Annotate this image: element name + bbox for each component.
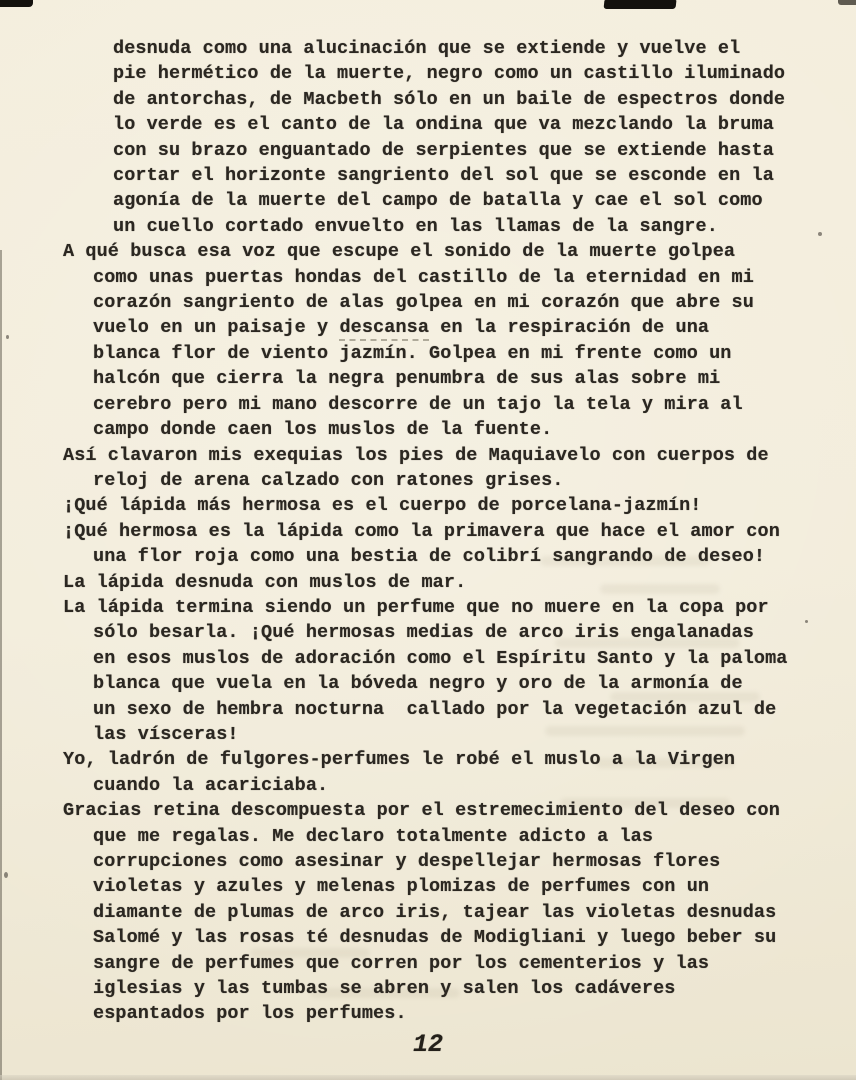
- text-line: de antorchas, de Macbeth sólo en un baile de espectros donde: [113, 88, 786, 110]
- text-line: un sexo de hembra nocturna callado por la vegetación azul de: [93, 698, 777, 720]
- text-line: campo donde caen los muslos de la fuente.: [93, 419, 553, 441]
- text-line: A qué busca esa voz que escupe el sonido de la muerte golpea: [63, 241, 736, 263]
- text-line: una flor roja como una bestia de colibrí sangrando de deseo!: [93, 546, 766, 568]
- text-line: cerebro pero mi mano descorre de un tajo la tela y mira al: [93, 393, 743, 415]
- text-body: [0, 36, 856, 1027]
- text-line: iglesias y las tumbas se abren y salen los cadáveres: [93, 978, 676, 1000]
- text-line: ¡Qué hermosa es la lápida como la primavera que hace el amor con: [63, 520, 780, 542]
- text-line: Salomé y las rosas té desnudas de Modigliani y luego beber su: [93, 927, 777, 949]
- text-line: cortar el horizonte sangriento del sol que se esconde en la: [113, 165, 774, 187]
- text-line: lo verde es el canto de la ondina que va mezclando la bruma: [113, 114, 774, 136]
- text-line: diamante de plumas de arco iris, tajear las violetas desnudas: [93, 901, 777, 923]
- scan-edge-mark-top-left: [0, 0, 33, 7]
- text-line: Gracias retina descompuesta por el estremecimiento del deseo con: [63, 800, 780, 822]
- text-line: Yo, ladrón de fulgores-perfumes le robé el muslo a la Virgen: [63, 749, 736, 771]
- text-line: con su brazo enguantado de serpientes que se extiende hasta: [113, 139, 774, 161]
- text-line: Así clavaron mis exequias los pies de Maquiavelo con cuerpos de: [63, 444, 769, 466]
- text-line: halcón que cierra la negra penumbra de sus alas sobre mi: [93, 368, 721, 390]
- text-line: un cuello cortado envuelto en las llamas de la sangre.: [113, 215, 718, 237]
- text-line: vuelo en un paisaje y descansa en la respiración de una: [93, 315, 856, 340]
- page-number: 12: [412, 1030, 443, 1059]
- scan-edge-mark-top-right: [838, 0, 856, 5]
- text-line: sangre de perfumes que corren por los cementerios y las: [93, 952, 710, 974]
- scan-edge-mark-top-middle: [604, 0, 677, 9]
- text-line: reloj de arena calzado con ratones grises.: [93, 469, 564, 491]
- text-line: corrupciones como asesinar y despellejar hermosas flores: [93, 851, 721, 872]
- text-line: La lápida termina siendo un perfume que no muere en la copa por: [63, 596, 769, 618]
- text-line: desnuda como una alucinación que se extiende y vuelve el: [113, 38, 741, 59]
- text-line: sólo besarla. ¡Qué hermosas medias de arco iris engalanadas: [93, 622, 754, 644]
- text-line: espantados por los perfumes.: [93, 1003, 407, 1025]
- text-line: en esos muslos de adoración como el Espíritu Santo y la paloma: [93, 647, 788, 669]
- text-line: pie hermético de la muerte, negro como un castillo iluminado: [113, 63, 786, 85]
- correction-underline: descansa: [339, 317, 429, 341]
- text-line: blanca que vuela en la bóveda negro y oro de la armonía de: [93, 673, 743, 695]
- text-line: las vísceras!: [93, 723, 239, 745]
- text-line: agonía de la muerte del campo de batalla y cae el sol como: [113, 190, 763, 212]
- text-line: violetas y azules y melenas plomizas de perfumes con un: [93, 876, 710, 898]
- text-line: La lápida desnuda con muslos de mar.: [63, 571, 467, 593]
- text-line: blanca flor de viento jazmín. Golpea en mi frente como un: [93, 342, 732, 364]
- text-line: corazón sangriento de alas golpea en mi corazón que abre su: [93, 292, 754, 314]
- text-line: ¡Qué lápida más hermosa es el cuerpo de porcelana-jazmín!: [63, 495, 702, 517]
- text-line: como unas puertas hondas del castillo de la eternidad en mi: [93, 266, 754, 288]
- scan-bottom-edge: [0, 1075, 856, 1080]
- text-line: cuando la acariciaba.: [93, 774, 329, 796]
- text-line: que me regalas. Me declaro totalmente adicto a las: [93, 825, 654, 847]
